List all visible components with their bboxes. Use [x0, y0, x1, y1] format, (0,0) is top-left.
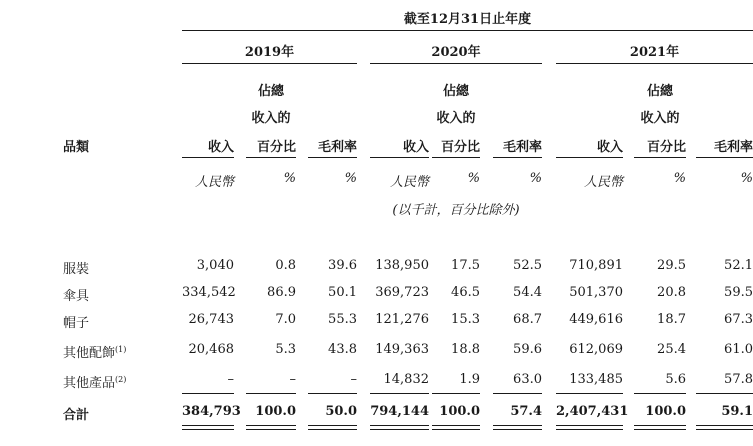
table-cell: 67.3 [724, 312, 753, 327]
row-label [63, 312, 89, 331]
col-header-pct: 百分比 [646, 140, 686, 155]
total-double-rule [308, 425, 357, 430]
unit-rmb: 人民幣 [583, 175, 623, 190]
table-cell: 61.0 [724, 342, 753, 357]
total-cell: 100.0 [645, 404, 686, 419]
col-header-rule [634, 157, 686, 158]
col-header-rule [308, 157, 357, 158]
table-cell: 54.4 [513, 285, 542, 300]
table-cell: 501,370 [569, 285, 623, 300]
unit-pct: % [673, 171, 686, 186]
header-rule [182, 30, 753, 31]
row-label-text: 服裝 [63, 262, 90, 277]
total-double-rule [696, 425, 753, 430]
subtotal-rule [432, 393, 480, 394]
total-double-rule [432, 425, 480, 430]
subtotal-rule [493, 393, 542, 394]
total-double-rule [634, 425, 686, 430]
unit-pct: % [344, 171, 357, 186]
table-cell: 20.8 [657, 285, 686, 300]
subtotal-rule [696, 393, 753, 394]
table-cell: 14,832 [383, 372, 429, 387]
pct-header-line-1: 佔總 [646, 84, 673, 99]
subtotal-rule [182, 393, 234, 394]
table-cell: 68.7 [513, 312, 542, 327]
table-cell: 121,276 [375, 312, 429, 327]
table-cell: 15.3 [451, 312, 480, 327]
year-2019: 2019年 [244, 45, 295, 60]
col-header-rule [493, 157, 542, 158]
year-2020: 2020年 [431, 45, 481, 60]
year-rule-2021 [556, 63, 753, 64]
row-label-text: 其他產品 [63, 376, 116, 391]
total-double-rule [556, 425, 623, 430]
table-cell: 5.3 [275, 342, 296, 357]
col-header-margin: 毛利率 [713, 140, 753, 155]
table-cell: 25.4 [657, 342, 686, 357]
table-cell: 449,616 [569, 312, 623, 327]
table-cell: 59.6 [513, 342, 542, 357]
table-cell: 55.3 [328, 312, 357, 327]
table-cell: 18.8 [451, 342, 480, 357]
total-cell: 100.0 [439, 404, 480, 419]
total-double-rule [246, 425, 296, 430]
col-header-rule [556, 157, 623, 158]
table-cell: 50.1 [328, 285, 357, 300]
col-header-rule [246, 157, 296, 158]
table-cell: 86.9 [267, 285, 296, 300]
table-cell: – [350, 372, 357, 387]
pct-header-line-2: 收入的 [640, 111, 680, 126]
table-cell: 43.8 [328, 342, 357, 357]
unit-pct: % [740, 171, 753, 186]
unit-rmb: 人民幣 [389, 175, 429, 190]
total-cell: 384,793 [182, 404, 241, 419]
col-header-pct: 百分比 [440, 140, 480, 155]
year-rule-2019 [182, 63, 357, 64]
table-cell: 0.8 [275, 258, 296, 273]
total-cell: 2,407,431 [556, 404, 629, 419]
pct-header-line-1: 佔總 [257, 84, 284, 99]
table-cell: 20,468 [188, 342, 234, 357]
total-cell: 50.0 [325, 404, 357, 419]
row-label-text: 帽子 [63, 316, 90, 331]
col-header-revenue: 收入 [207, 140, 234, 155]
table-cell: 52.1 [724, 258, 753, 273]
col-header-rule [432, 157, 480, 158]
subtotal-rule [308, 393, 357, 394]
row-label [63, 342, 126, 361]
table-cell: 369,723 [375, 285, 429, 300]
total-cell: 57.4 [510, 404, 542, 419]
table-cell: 612,069 [569, 342, 623, 357]
pct-header-line-2: 收入的 [251, 111, 291, 126]
table-cell: 138,950 [375, 258, 429, 273]
year-rule-2020 [370, 63, 542, 64]
total-double-rule [182, 425, 234, 430]
subtotal-rule [556, 393, 623, 394]
row-label [63, 258, 89, 277]
table-cell: – [289, 372, 296, 387]
table-cell: 57.8 [724, 372, 753, 387]
period-heading: 截至12月31日止年度 [403, 12, 532, 27]
table-cell: 1.9 [459, 372, 480, 387]
unit-pct: % [283, 171, 296, 186]
footnote-marker: (1) [115, 345, 127, 354]
table-cell: 133,485 [569, 372, 623, 387]
total-cell: 100.0 [255, 404, 296, 419]
col-header-rule [370, 157, 429, 158]
col-header-rule [696, 157, 753, 158]
table-cell: 29.5 [657, 258, 686, 273]
subtotal-rule [370, 393, 429, 394]
pct-header-line-1: 佔總 [442, 84, 469, 99]
total-double-rule [493, 425, 542, 430]
row-label-text: 傘具 [63, 289, 90, 304]
unit-rmb: 人民幣 [194, 175, 234, 190]
footnote-marker: (2) [115, 375, 127, 384]
table-cell: 26,743 [188, 312, 234, 327]
col-header-margin: 毛利率 [502, 140, 542, 155]
unit-pct: % [529, 171, 542, 186]
table-cell: 18.7 [657, 312, 686, 327]
year-2021: 2021年 [629, 45, 680, 60]
row-label [63, 372, 126, 391]
subtotal-rule [634, 393, 686, 394]
table-cell: 17.5 [451, 258, 480, 273]
table-cell: – [227, 372, 234, 387]
pct-header-line-2: 收入的 [436, 111, 476, 126]
total-double-rule [370, 425, 429, 430]
table-cell: 149,363 [375, 342, 429, 357]
unit-pct: % [467, 171, 480, 186]
col-header-pct: 百分比 [256, 140, 296, 155]
unit-note: (以千計，百分比除外) [392, 203, 520, 218]
table-cell: 7.0 [275, 312, 296, 327]
col-header-rule [182, 157, 234, 158]
table-cell: 5.6 [665, 372, 686, 387]
col-header-revenue: 收入 [402, 140, 429, 155]
table-cell: 59.5 [724, 285, 753, 300]
table-cell: 39.6 [328, 258, 357, 273]
total-cell: 59.1 [721, 404, 753, 419]
total-cell: 794,144 [370, 404, 429, 419]
subtotal-rule [246, 393, 296, 394]
row-label-text: 其他配飾 [63, 346, 116, 361]
table-cell: 334,542 [182, 285, 236, 300]
col-header-revenue: 收入 [596, 140, 623, 155]
table-cell: 63.0 [513, 372, 542, 387]
table-cell: 3,040 [196, 258, 234, 273]
col-header-margin: 毛利率 [317, 140, 357, 155]
row-label [63, 285, 89, 304]
table-cell: 710,891 [569, 258, 623, 273]
total-label: 合計 [63, 408, 90, 423]
category-label: 品類 [63, 140, 90, 155]
table-cell: 46.5 [451, 285, 480, 300]
table-cell: 52.5 [513, 258, 542, 273]
